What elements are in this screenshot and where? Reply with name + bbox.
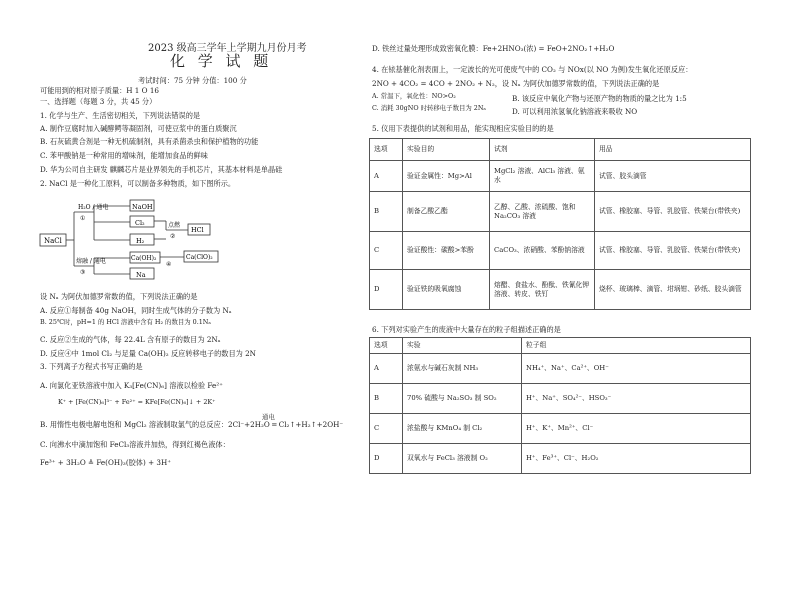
q1-option-b: B. 石灰硫黄合剂是一种无机硫制剂，具有杀菌杀虫和保护植物的功能 [40,137,259,146]
table-row [370,354,751,384]
atomic-mass-line: 可能用到的相对原子质量：H 1 O 16 [40,86,159,95]
q4-equation: 2NO + 4CO₂ = 4CO + 2NO₂ + N₂，设 Nₐ 为阿伏加德罗常数的值，下列说法正确的是 [372,79,660,88]
q5-table-header [370,139,751,161]
q2-lead: 设 Nₐ 为阿伏加德罗常数的值，下列说法正确的是 [40,292,198,301]
q3-stem: 3. 下列离子方程式书写正确的是 [40,362,143,371]
q5-stem: 5. 仪用下表提供的试剂和用品，能实现相应实验目的的是 [372,124,554,133]
q5-cell: 试管、橡胶塞、导管、乳胶管、铁架台(带铁夹) [595,232,751,270]
q6-cell: A [370,354,403,384]
q5-header-reagent: 试剂 [490,139,595,161]
diagram-cl2: Cl₂ [135,219,145,227]
time-score: 考试时间：75 分钟 分值：100 分 [138,76,247,85]
nacl-flow-diagram [38,198,248,280]
q1-option-c: C. 苯甲酸钠是一种常用的增味剂，能增加食品的鲜味 [40,151,208,160]
q1-option-d: D. 华为公司自主研发 麒麟芯片是业界领先的手机芯片，其基本材料是单晶硅 [40,165,283,174]
diagram-caoh2: Ca(OH)₂ [131,255,157,262]
q6-cell: H⁺、Fe³⁺、Cl⁻、H₂O₂ [522,444,751,474]
q5-cell: A [370,161,403,192]
diagram-ignite: 点燃 [168,222,181,229]
diagram-naoh: NaOH [132,203,153,211]
q5-cell: 验证铁的吸氧腐蚀 [403,270,490,310]
q6-header-particles: 粒子组 [522,338,751,354]
q5-cell: 烧杯、玻璃棒、滴管、坩埚钳、砂纸、胶头滴管 [595,270,751,310]
q3-option-a: A. 向氯化亚铁溶液中加入 K₃[Fe(CN)₆] 溶液以检验 Fe²⁺ [40,381,223,390]
q2-stem: 2. NaCl 是一种化工原料，可以制备多种物质，如下图所示。 [40,179,236,188]
q5-cell: 验证酸性：碳酸>苯酚 [403,232,490,270]
q4-stem: 4. 在铱基催化剂表面上，一定波长的光可使废气中的 CO₂ 与 NOx(以 NO 为例)发生氧化还原反应： [372,65,693,74]
diagram-step-4: ④ [166,261,172,268]
diagram-caclo2: Ca(ClO)₂ [186,254,213,261]
q3-option-c: C. 向沸水中滴加饱和 FeCl₃溶液并加热，得到红褐色液体： [40,440,230,449]
q5-cell: 试管、胶头滴管 [595,161,751,192]
q6-cell: H⁺、Na⁺、SO₄²⁻、HSO₃⁻ [522,384,751,414]
q2-option-d: D. 反应④中 1mol Cl₂ 与足量 Ca(OH)₂ 反应转移电子的数目为 2N [40,349,256,358]
table-row [370,161,751,192]
q5-cell: 验证金属性：Mg>Al [403,161,490,192]
q3-option-d: D. 铁丝过量处理形成致密氧化膜：Fe+2HNO₃(浓) = FeO+2NO₂↑+H₂O [372,44,615,53]
q3-option-a-equation: K⁺ + [Fe(CN)₆]³⁻ + Fe²⁺ = KFe[Fe(CN)₆]↓ + 2K⁺ [58,398,216,406]
diagram-step-1: ① [80,215,86,222]
q6-cell: 浓氨水与碱石灰制 NH₃ [403,354,522,384]
q5-header-supplies: 用品 [595,139,751,161]
q2-option-a: A. 反应①每制备 40g NaOH，同时生成气体的分子数为 Nₐ [40,306,232,315]
diagram-step-3: ③ [80,269,86,276]
section-heading: 一、选择题（每题 3 分，共 45 分） [40,97,157,106]
q6-header-experiment: 实验 [403,338,522,354]
q6-stem: 6. 下列对实验产生的废液中大量存在的粒子组描述正确的是 [372,325,561,334]
q5-table [369,138,751,310]
q4-option-d: D. 可以利用浓氢氧化钠溶液来吸收 NO [512,107,638,116]
diagram-h2: H₂ [136,237,145,245]
q6-header-option: 选项 [370,338,403,354]
q6-cell: 70% 硫酸与 Na₂SO₃ 制 SO₂ [403,384,522,414]
q6-cell: H⁺、K⁺、Mn²⁺、Cl⁻ [522,414,751,444]
q6-cell: NH₄⁺、Na⁺、Ca²⁺、OH⁻ [522,354,751,384]
q6-cell: 双氧水与 FeCl₃ 溶液制 O₂ [403,444,522,474]
diagram-step-molten: 熔融 / 通电 [76,258,106,265]
q6-cell: D [370,444,403,474]
q1-option-a: A. 制作豆腐时加入碱酵鳄等凝固剂，可使豆浆中的蛋白质聚沉 [40,124,237,133]
q2-option-c: C. 反应②生成的气体，每 22.4L 含有原子的数目为 2Nₐ [40,335,221,344]
q2-option-b: B. 25℃时，pH=1 的 HCl 溶液中含有 H₂ 的数目为 0.1Nₐ [40,318,211,326]
q6-cell: B [370,384,403,414]
q6-table-header [370,338,751,354]
q5-cell: MgCl₂ 溶液、AlCl₃ 溶液、氨水 [490,161,595,192]
q5-header-option: 选项 [370,139,403,161]
q5-cell: 试管、橡胶塞、导管、乳胶管、铁架台(带铁夹) [595,192,751,232]
q3-option-c-equation: Fe³⁺ + 3H₂O ≜ Fe(OH)₃(胶体) + 3H⁺ [40,458,172,467]
diagram-na: Na [136,271,146,279]
q5-cell: CaCO₃、浓硝酸、苯酚钠溶液 [490,232,595,270]
table-row [370,270,751,310]
q4-option-b: B. 该反应中氧化产物与还原产物的物质的量之比为 1:5 [512,94,687,103]
q5-cell: B [370,192,403,232]
q5-header-purpose: 实验目的 [403,139,490,161]
diagram-hcl: HCl [191,226,204,234]
q3-option-b: B. 用惰性电极电解电饱和 MgCl₂ 溶液制取氯气的总反应：2Cl⁻+2H₂O ═ Cl₂↑+H₂↑+2OH⁻ [40,420,344,429]
q1-stem: 1. 化学与生产、生活密切相关，下列说法错误的是 [40,111,201,120]
q4-option-c: C. 消耗 30gNO 时转移电子数目为 2Nₐ [372,104,486,112]
subject-title: 化 学 试 题 [170,52,273,70]
table-row [370,232,751,270]
q4-option-a: A. 常温下，氧化性：NO>O₂ [372,92,456,100]
table-row [370,414,751,444]
diagram-step-electrolysis: H₂O / 通电 [78,204,109,211]
table-row [370,192,751,232]
q3-option-b-condition: 通电 [262,413,275,421]
q5-cell: D [370,270,403,310]
q5-cell: C [370,232,403,270]
q5-cell: 制备乙酸乙酯 [403,192,490,232]
table-row [370,384,751,414]
q5-cell: 乙醇、乙酸、浓硫酸、饱和 Na₂CO₃ 溶液 [490,192,595,232]
table-row [370,444,751,474]
diagram-nacl: NaCl [44,237,62,245]
q6-cell: C [370,414,403,444]
exam-title: 2023 级高三学年上学期九月份月考 [148,43,307,54]
q5-cell: 熔醋、食盐水、酚酞、铁氰化钾溶液、转皮、铁钉 [490,270,595,310]
q6-table [369,337,751,474]
diagram-step-2: ② [170,233,176,240]
q6-cell: 浓盐酸与 KMnO₄ 制 Cl₂ [403,414,522,444]
